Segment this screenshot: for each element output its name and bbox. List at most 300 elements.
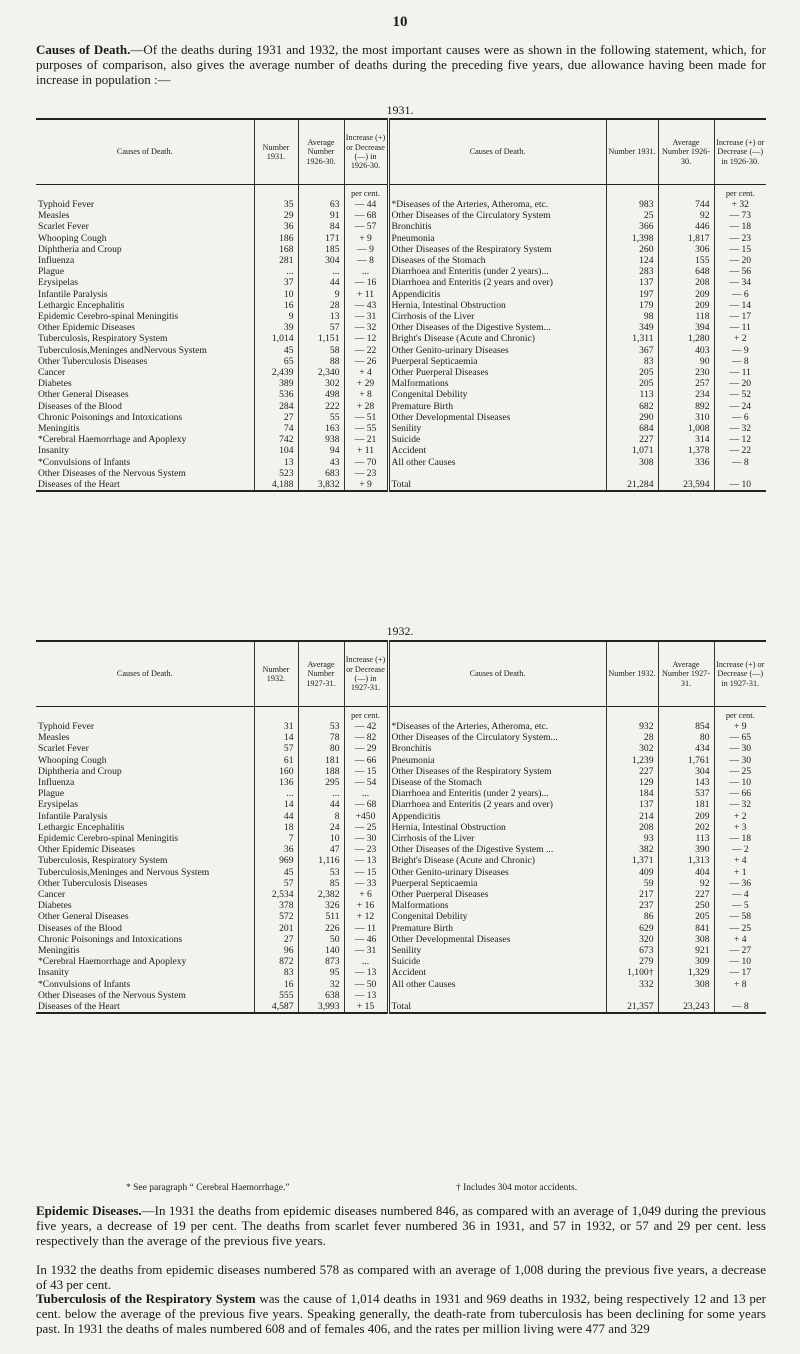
cause-cell: Other Epidemic Diseases xyxy=(38,844,135,856)
change-cell: + 28 xyxy=(344,401,388,412)
number-cell: 28 xyxy=(606,732,658,743)
average-cell: 310 xyxy=(658,412,714,423)
average-cell: 1,008 xyxy=(658,423,714,434)
number-cell xyxy=(606,468,658,479)
change-cell: — 32 xyxy=(714,799,766,810)
number-cell: 4,587 xyxy=(254,1001,298,1013)
cause-cell: Suicide xyxy=(388,434,606,445)
average-cell: 188 xyxy=(298,766,344,777)
number-cell: 27 xyxy=(254,934,298,945)
average-cell: 209 xyxy=(658,811,714,822)
cause-cell: Diseases of the Heart xyxy=(36,1001,254,1013)
cause-cell: *Diseases of the Arteries, Atheroma, etc. xyxy=(388,199,606,210)
paragraph-heading: Tuberculosis of the Respiratory System xyxy=(36,1291,256,1306)
cause-cell: Other Puerperal Diseases xyxy=(388,367,606,378)
change-cell: — 42 xyxy=(344,721,388,732)
unit-spacer xyxy=(36,185,254,200)
change-cell: — 15 xyxy=(714,244,766,255)
table-row xyxy=(36,923,766,934)
cause-cell: Puerperal Septicaemia xyxy=(388,878,606,889)
change-cell: — 31 xyxy=(344,945,388,956)
cause-cell: Other Genito-urinary Diseases xyxy=(388,867,606,878)
cause-cell: Epidemic Cerebro-spinal Meningitis xyxy=(38,311,179,323)
cause-cell: Diseases of the Stomach xyxy=(388,255,606,266)
cause-cell xyxy=(388,990,606,1001)
number-cell: 523 xyxy=(254,468,298,479)
unit-spacer xyxy=(298,707,344,722)
change-cell: + 16 xyxy=(344,900,388,911)
average-cell: 295 xyxy=(298,777,344,788)
intro-text: —Of the deaths during 1931 and 1932, the most important causes were as shown in the following statement, which, for purposes of comparison, also gives the average number of deaths during the preceding five years, due allowance having been made for increase in population :— xyxy=(36,42,766,87)
change-cell: — 30 xyxy=(714,743,766,754)
change-cell: — 20 xyxy=(714,378,766,389)
unit-spacer xyxy=(606,707,658,722)
number-cell: 389 xyxy=(254,378,298,389)
average-cell: 140 xyxy=(298,945,344,956)
cause-cell: Other Diseases of the Nervous System xyxy=(38,989,186,1001)
average-cell: 113 xyxy=(658,833,714,844)
intro-paragraph xyxy=(36,42,766,87)
average-cell: 326 xyxy=(298,900,344,911)
change-cell: — 10 xyxy=(714,956,766,967)
change-cell: — 26 xyxy=(344,356,388,367)
cause-cell: Lethargic Encephalitis xyxy=(38,821,125,833)
average-cell: 304 xyxy=(298,255,344,266)
average-cell: 873 xyxy=(298,956,344,967)
average-cell: 43 xyxy=(298,457,344,468)
average-cell: 90 xyxy=(658,356,714,367)
number-cell: 93 xyxy=(606,833,658,844)
paragraph-text: was the cause of 1,014 deaths in 1931 and 969 deaths in 1932, being respectively 12 and 13 per cent. below the average of the previous five years. Speaking generally, the death-rate from tuberculosis has been declining for some years past. In 1931 the deaths of males numbered 608 and of females 406, and the rates per million living were 477 and 329 xyxy=(36,1291,766,1336)
average-cell: 306 xyxy=(658,244,714,255)
table-row xyxy=(36,833,766,844)
cause-cell: Influenza xyxy=(38,777,75,789)
average-cell: 1,313 xyxy=(658,855,714,866)
table-row xyxy=(36,277,766,288)
cause-cell: Chronic Poisonings and Intoxications xyxy=(38,933,183,945)
cause-cell: Accident xyxy=(388,967,606,978)
number-cell: 98 xyxy=(606,311,658,322)
average-cell: 95 xyxy=(298,967,344,978)
number-cell: 129 xyxy=(606,777,658,788)
cause-cell: Infantile Paralysis xyxy=(38,288,108,300)
table-row xyxy=(36,777,766,788)
change-cell: — 8 xyxy=(714,1001,766,1013)
number-cell: 260 xyxy=(606,244,658,255)
average-cell: 234 xyxy=(658,389,714,400)
cause-cell: Puerperal Septicaemia xyxy=(388,356,606,367)
change-cell: — 11 xyxy=(344,923,388,934)
change-cell: — 13 xyxy=(344,855,388,866)
change-cell: — 5 xyxy=(714,900,766,911)
average-cell: 434 xyxy=(658,743,714,754)
table-row xyxy=(36,811,766,822)
number-cell: 37 xyxy=(254,277,298,288)
cause-cell: Meningitis xyxy=(38,423,80,435)
number-cell: 201 xyxy=(254,923,298,934)
change-cell: — 6 xyxy=(714,289,766,300)
number-cell: 21,357 xyxy=(606,1001,658,1013)
number-cell: 57 xyxy=(254,743,298,754)
cause-cell: Senility xyxy=(388,423,606,434)
paragraph-text: In 1932 the deaths from epidemic diseases numbered 578 as compared with an average of 1,008 during the previous five years, a decrease of 43 per cent. xyxy=(36,1262,766,1292)
number-cell: 1,100† xyxy=(606,967,658,978)
header-number: Number 1932. xyxy=(606,641,658,707)
number-cell: 2,534 xyxy=(254,889,298,900)
number-cell: 536 xyxy=(254,389,298,400)
cause-cell: Senility xyxy=(388,945,606,956)
change-cell: — 8 xyxy=(714,457,766,468)
number-cell: 96 xyxy=(254,945,298,956)
table-row xyxy=(36,799,766,810)
number-cell: 279 xyxy=(606,956,658,967)
number-cell: 137 xyxy=(606,277,658,288)
header-causes: Causes of Death. xyxy=(36,641,254,707)
cause-cell: Measles xyxy=(38,210,70,222)
number-cell: 9 xyxy=(254,311,298,322)
change-cell: — 25 xyxy=(344,822,388,833)
cause-cell: Diseases of the Heart xyxy=(36,479,254,491)
change-cell: + 1 xyxy=(714,867,766,878)
change-cell: — 58 xyxy=(714,911,766,922)
cause-cell: Infantile Paralysis xyxy=(38,810,108,822)
table-row xyxy=(36,378,766,389)
unit-row xyxy=(36,185,766,200)
average-cell: 683 xyxy=(298,468,344,479)
cause-cell: Erysipelas xyxy=(38,799,78,811)
change-cell: + 3 xyxy=(714,822,766,833)
cause-cell: Other Diseases of the Circulatory System... xyxy=(388,732,606,743)
number-cell: 205 xyxy=(606,378,658,389)
change-cell: +450 xyxy=(344,811,388,822)
number-cell: 168 xyxy=(254,244,298,255)
number-cell: 36 xyxy=(254,844,298,855)
number-cell: 983 xyxy=(606,199,658,210)
average-cell: 23,243 xyxy=(658,1001,714,1013)
cause-cell: Congenital Debility xyxy=(388,911,606,922)
average-cell: 58 xyxy=(298,345,344,356)
cause-cell: Meningitis xyxy=(38,945,80,957)
cause-cell: Other General Diseases xyxy=(38,389,129,401)
average-cell: 446 xyxy=(658,221,714,232)
change-cell: — 46 xyxy=(344,934,388,945)
table-row xyxy=(36,956,766,967)
cause-cell: Other Tuberculosis Diseases xyxy=(38,355,148,367)
cause-cell: All other Causes xyxy=(388,457,606,468)
change-cell: — 17 xyxy=(714,311,766,322)
table-row xyxy=(36,732,766,743)
change-cell: — 15 xyxy=(344,867,388,878)
average-cell xyxy=(658,990,714,1001)
cause-cell: Scarlet Fever xyxy=(38,743,89,755)
number-cell: 137 xyxy=(606,799,658,810)
change-cell: + 9 xyxy=(344,233,388,244)
change-cell: — 12 xyxy=(344,333,388,344)
cause-cell: Other Tuberculosis Diseases xyxy=(38,877,148,889)
change-cell xyxy=(714,990,766,1001)
cause-cell: Appendicitis xyxy=(388,811,606,822)
number-cell: 39 xyxy=(254,322,298,333)
number-cell: 113 xyxy=(606,389,658,400)
change-cell: — 13 xyxy=(344,967,388,978)
header-number: Number 1931. xyxy=(606,119,658,185)
number-cell: 35 xyxy=(254,199,298,210)
unit-label: per cent. xyxy=(344,707,388,722)
header-change: Increase (+) or Decrease (—) in 1926-30. xyxy=(344,119,388,185)
change-cell: — 34 xyxy=(714,277,766,288)
table-row xyxy=(36,934,766,945)
cause-cell: Other General Diseases xyxy=(38,911,129,923)
average-cell: 91 xyxy=(298,210,344,221)
cause-cell: *Convulsions of Infants xyxy=(38,978,131,990)
change-cell: ... xyxy=(344,266,388,277)
number-cell: 872 xyxy=(254,956,298,967)
change-cell: — 66 xyxy=(714,788,766,799)
cause-cell: Tuberculosis, Respiratory System xyxy=(38,333,168,345)
cause-cell: Diphtheria and Croup xyxy=(38,243,122,255)
change-cell: — 66 xyxy=(344,755,388,766)
number-cell: 969 xyxy=(254,855,298,866)
change-cell: — 32 xyxy=(344,322,388,333)
average-cell: 94 xyxy=(298,445,344,456)
table-row xyxy=(36,289,766,300)
change-cell: — 27 xyxy=(714,945,766,956)
number-cell: 74 xyxy=(254,423,298,434)
table-row xyxy=(36,479,766,491)
change-cell: — 33 xyxy=(344,878,388,889)
number-cell: 10 xyxy=(254,289,298,300)
cause-cell: Cancer xyxy=(38,889,66,901)
cause-cell: All other Causes xyxy=(388,979,606,990)
header-causes: Causes of Death. xyxy=(388,119,606,185)
average-cell: 404 xyxy=(658,867,714,878)
unit-spacer xyxy=(388,185,606,200)
average-cell: 47 xyxy=(298,844,344,855)
average-cell: 222 xyxy=(298,401,344,412)
change-cell: — 30 xyxy=(344,833,388,844)
change-cell: — 25 xyxy=(714,766,766,777)
header-number: Number 1932. xyxy=(254,641,298,707)
number-cell: 1,398 xyxy=(606,233,658,244)
cause-cell: Other Diseases of the Digestive System ... xyxy=(388,844,606,855)
average-cell: 23,594 xyxy=(658,479,714,491)
number-cell: 227 xyxy=(606,434,658,445)
cause-cell: Whooping Cough xyxy=(38,754,107,766)
number-cell xyxy=(606,990,658,1001)
table-row xyxy=(36,266,766,277)
cause-cell: Malformations xyxy=(388,900,606,911)
average-cell: 13 xyxy=(298,311,344,322)
number-cell: 25 xyxy=(606,210,658,221)
header-row xyxy=(36,641,766,707)
change-cell: — 9 xyxy=(714,345,766,356)
cause-cell: Accident xyxy=(388,445,606,456)
average-cell: 314 xyxy=(658,434,714,445)
header-causes: Causes of Death. xyxy=(36,119,254,185)
number-cell: 214 xyxy=(606,811,658,822)
cause-cell: Influenza xyxy=(38,255,75,267)
average-cell: 744 xyxy=(658,199,714,210)
change-cell xyxy=(714,468,766,479)
average-cell: 85 xyxy=(298,878,344,889)
cause-cell: Other Genito-urinary Diseases xyxy=(388,345,606,356)
average-cell: 92 xyxy=(658,210,714,221)
number-cell: 44 xyxy=(254,811,298,822)
change-cell: ... xyxy=(344,956,388,967)
number-cell: 4,188 xyxy=(254,479,298,491)
cause-cell: Congenital Debility xyxy=(388,389,606,400)
cause-cell: Other Epidemic Diseases xyxy=(38,322,135,334)
number-cell: 682 xyxy=(606,401,658,412)
cause-cell: Diarrhoea and Enteritis (2 years and over) xyxy=(388,277,606,288)
average-cell: 498 xyxy=(298,389,344,400)
cause-cell: Bright's Disease (Acute and Chronic) xyxy=(388,855,606,866)
cause-cell: Disease of the Stomach xyxy=(388,777,606,788)
number-cell: 16 xyxy=(254,979,298,990)
change-cell: — 36 xyxy=(714,878,766,889)
average-cell: 57 xyxy=(298,322,344,333)
change-cell: — 23 xyxy=(344,844,388,855)
footnote-dagger: † Includes 304 motor accidents. xyxy=(456,1183,578,1193)
change-cell: + 8 xyxy=(344,389,388,400)
cause-cell: Plague xyxy=(38,266,65,278)
change-cell: — 31 xyxy=(344,311,388,322)
average-cell: 32 xyxy=(298,979,344,990)
header-average: Average Number 1926-30. xyxy=(298,119,344,185)
table-row xyxy=(36,721,766,732)
change-cell: — 20 xyxy=(714,255,766,266)
cause-cell: Diphtheria and Croup xyxy=(38,765,122,777)
average-cell: 308 xyxy=(658,979,714,990)
average-cell: 44 xyxy=(298,277,344,288)
table-row xyxy=(36,945,766,956)
average-cell: 1,151 xyxy=(298,333,344,344)
number-cell: 208 xyxy=(606,822,658,833)
unit-spacer xyxy=(36,707,254,722)
average-cell: 390 xyxy=(658,844,714,855)
cause-cell: Diabetes xyxy=(38,378,72,390)
change-cell: — 32 xyxy=(714,423,766,434)
table-row xyxy=(36,412,766,423)
cause-cell: Cirrhosis of the Liver xyxy=(388,833,606,844)
change-cell: — 8 xyxy=(714,356,766,367)
cause-cell: Bronchitis xyxy=(388,221,606,232)
average-cell: 28 xyxy=(298,300,344,311)
cause-cell: Whooping Cough xyxy=(38,232,107,244)
unit-spacer xyxy=(658,707,714,722)
number-cell: 18 xyxy=(254,822,298,833)
change-cell: — 57 xyxy=(344,221,388,232)
table-row xyxy=(36,878,766,889)
change-cell: — 43 xyxy=(344,300,388,311)
number-cell: 7 xyxy=(254,833,298,844)
average-cell: 250 xyxy=(658,900,714,911)
cause-cell: Plague xyxy=(38,788,65,800)
average-cell: 10 xyxy=(298,833,344,844)
table-row xyxy=(36,979,766,990)
cause-cell: Diarrhoea and Enteritis (under 2 years)... xyxy=(388,266,606,277)
average-cell: ... xyxy=(298,266,344,277)
change-cell: — 17 xyxy=(714,967,766,978)
unit-spacer xyxy=(254,707,298,722)
average-cell xyxy=(658,468,714,479)
number-cell: 124 xyxy=(606,255,658,266)
average-cell: 185 xyxy=(298,244,344,255)
unit-label: per cent. xyxy=(714,185,766,200)
unit-label: per cent. xyxy=(714,707,766,722)
number-cell: 1,239 xyxy=(606,755,658,766)
average-cell: 181 xyxy=(658,799,714,810)
number-cell: 29 xyxy=(254,210,298,221)
change-cell: + 8 xyxy=(714,979,766,990)
change-cell: ... xyxy=(344,788,388,799)
cause-cell: Bright's Disease (Acute and Chronic) xyxy=(388,333,606,344)
change-cell: — 30 xyxy=(714,755,766,766)
number-cell: 83 xyxy=(606,356,658,367)
average-cell: 511 xyxy=(298,911,344,922)
header-row xyxy=(36,119,766,185)
number-cell: 184 xyxy=(606,788,658,799)
change-cell: + 4 xyxy=(344,367,388,378)
page-number: 10 xyxy=(392,14,408,30)
number-cell: 1,014 xyxy=(254,333,298,344)
cause-cell: Insanity xyxy=(38,445,69,457)
average-cell: 336 xyxy=(658,457,714,468)
average-cell: 181 xyxy=(298,755,344,766)
number-cell: 332 xyxy=(606,979,658,990)
number-cell: 160 xyxy=(254,766,298,777)
number-cell: 197 xyxy=(606,289,658,300)
table-row xyxy=(36,210,766,221)
number-cell: 382 xyxy=(606,844,658,855)
header-change: Increase (+) or Decrease (—) in 1927-31. xyxy=(344,641,388,707)
average-cell: 309 xyxy=(658,956,714,967)
table-row xyxy=(36,345,766,356)
average-cell: 1,817 xyxy=(658,233,714,244)
cause-cell: Total xyxy=(388,479,606,491)
number-cell: 349 xyxy=(606,322,658,333)
change-cell: — 2 xyxy=(714,844,766,855)
cause-cell: *Diseases of the Arteries, Atheroma, etc. xyxy=(388,721,606,732)
change-cell: + 32 xyxy=(714,199,766,210)
table-row xyxy=(36,300,766,311)
number-cell: 378 xyxy=(254,900,298,911)
number-cell: 31 xyxy=(254,721,298,732)
cause-cell: Scarlet Fever xyxy=(38,221,89,233)
change-cell: + 6 xyxy=(344,889,388,900)
change-cell: — 29 xyxy=(344,743,388,754)
number-cell: 281 xyxy=(254,255,298,266)
unit-row xyxy=(36,707,766,722)
change-cell: — 65 xyxy=(714,732,766,743)
change-cell: — 11 xyxy=(714,322,766,333)
cause-cell: Hernia, Intestinal Obstruction xyxy=(388,300,606,311)
cause-cell: Hernia, Intestinal Obstruction xyxy=(388,822,606,833)
cause-cell: Diarrhoea and Enteritis (2 years and over) xyxy=(388,799,606,810)
unit-label: per cent. xyxy=(344,185,388,200)
average-cell: 394 xyxy=(658,322,714,333)
average-cell: 1,116 xyxy=(298,855,344,866)
average-cell: 88 xyxy=(298,356,344,367)
average-cell: 921 xyxy=(658,945,714,956)
cause-cell: Diseases of the Blood xyxy=(38,922,122,934)
table-1932-title: 1932. xyxy=(386,624,414,638)
change-cell: — 14 xyxy=(714,300,766,311)
number-cell: 684 xyxy=(606,423,658,434)
average-cell: 3,832 xyxy=(298,479,344,491)
number-cell: 742 xyxy=(254,434,298,445)
number-cell: 366 xyxy=(606,221,658,232)
